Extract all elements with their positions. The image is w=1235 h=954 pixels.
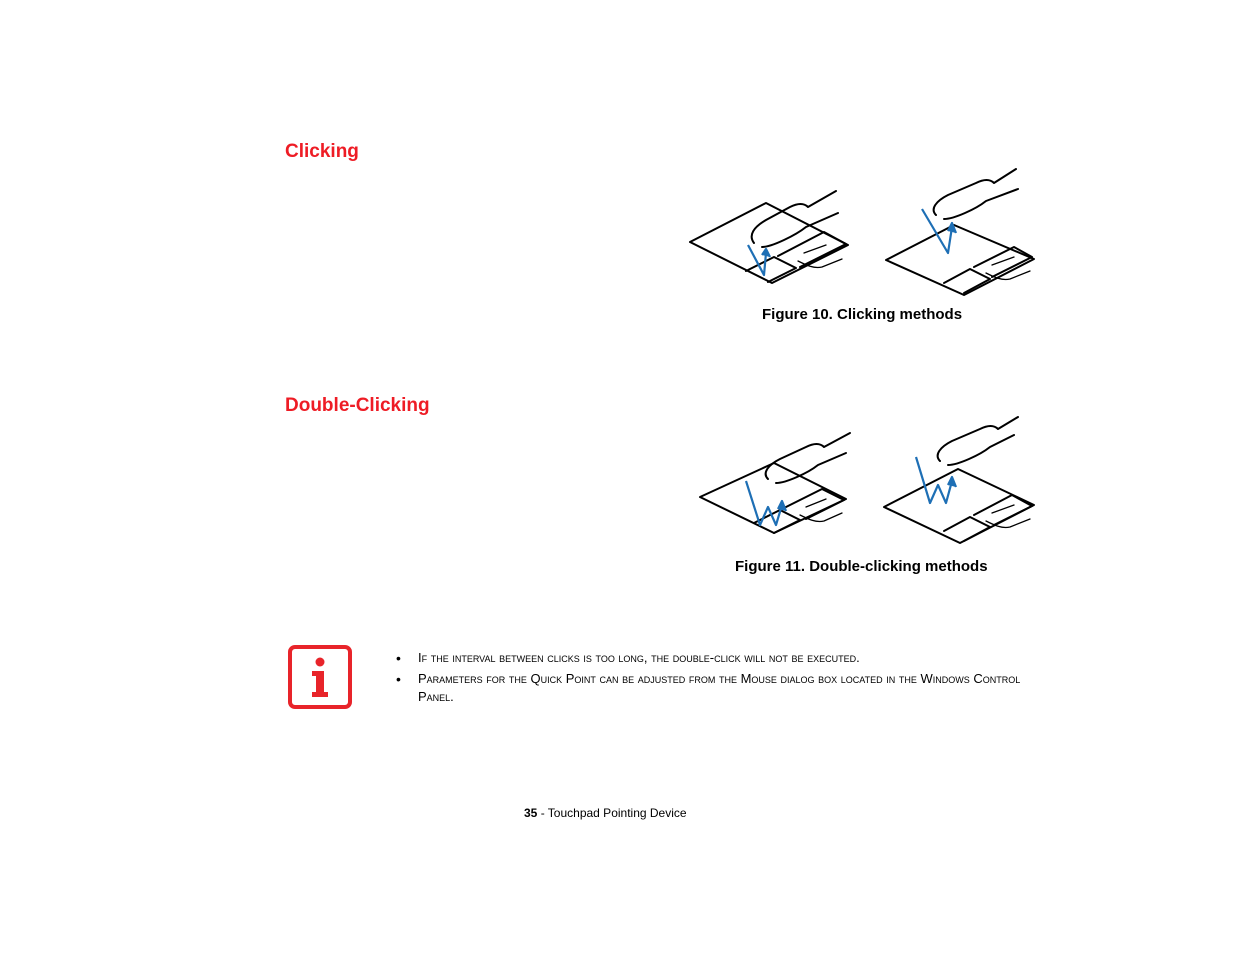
- section-title-double-clicking: Double-Clicking: [285, 395, 430, 416]
- note-text: Parameters for the Quick Point can be adjusted from the Mouse dialog box located in the Windows Control Panel.: [418, 671, 1021, 704]
- figure-caption-11: Figure 11. Double-clicking methods: [735, 558, 988, 575]
- double-click-motion-arrow: [916, 457, 952, 503]
- info-icon: [288, 645, 352, 709]
- finger-outline: [766, 433, 850, 483]
- figure-clicking-methods: [686, 165, 1036, 300]
- figure-caption-10: Figure 10. Clicking methods: [762, 306, 963, 323]
- touchpad-button-right: [974, 247, 1032, 277]
- note-text: If the interval between clicks is too long, the double-click will not be executed.: [418, 650, 860, 665]
- click-motion-arrow: [748, 245, 766, 275]
- note-item: [396, 670, 1036, 706]
- notes-list: [396, 649, 1036, 709]
- finger-outline: [938, 417, 1018, 465]
- figure-double-clicking-methods: [696, 415, 1036, 550]
- touchpad-outline: [690, 203, 848, 283]
- finger-outline: [752, 191, 838, 247]
- bullet: •: [396, 671, 401, 687]
- click-motion-arrow: [922, 209, 952, 253]
- page-number: 35: [524, 806, 538, 820]
- page-footer: [524, 807, 687, 819]
- double-click-motion-arrow: [746, 481, 782, 525]
- bullet: •: [396, 650, 401, 666]
- touchpad-outline: [886, 225, 1034, 295]
- touchpad-button-left: [944, 517, 990, 541]
- touchpad-outline: [700, 463, 846, 533]
- footer-text: - Touchpad Pointing Device: [537, 806, 687, 820]
- note-item: [396, 649, 1036, 667]
- touchpad-button-left: [746, 257, 796, 282]
- finger-outline: [934, 169, 1018, 219]
- section-title-clicking: Clicking: [285, 141, 359, 162]
